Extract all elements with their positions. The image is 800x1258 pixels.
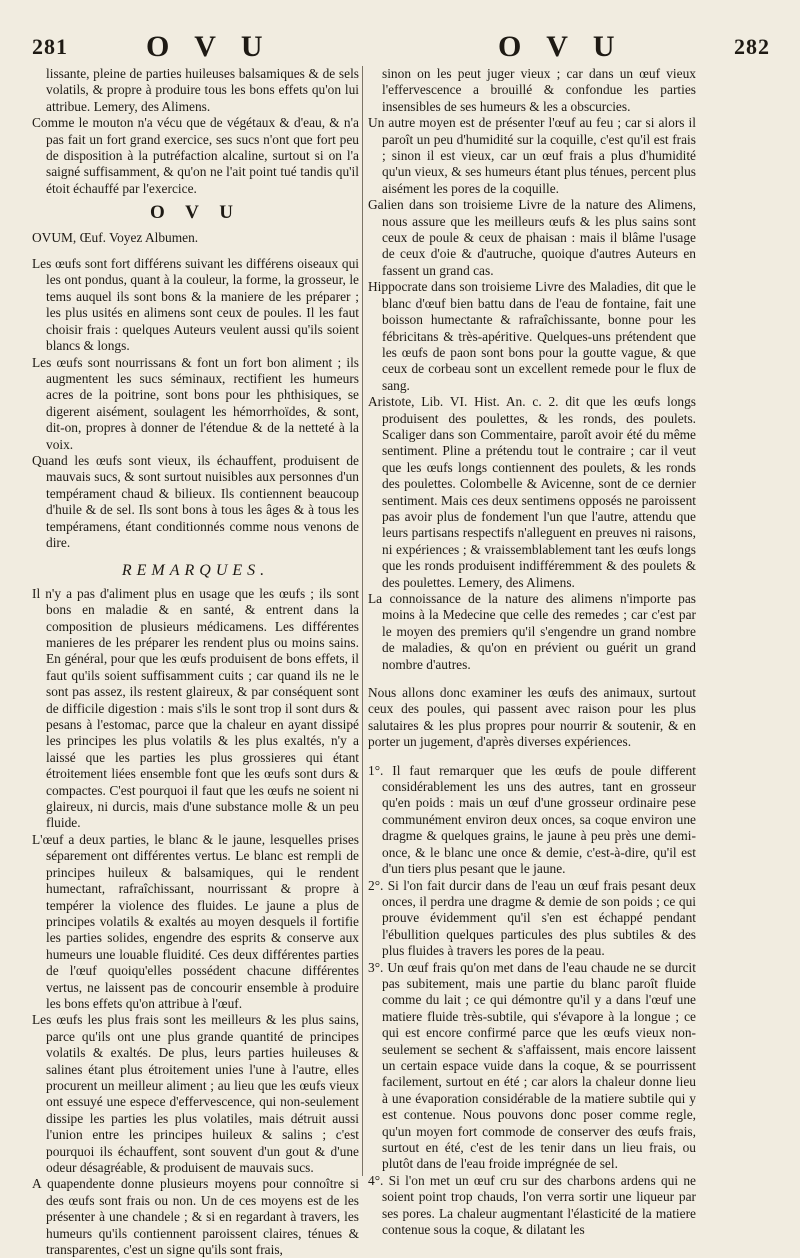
numbered-paragraph: 1°. Il faut remarquer que les œufs de poule different considérablement les uns des autres, tant en grosseur qu'en poids : mais un œuf d'une grosseur ordinaire pese communément environ deux onces, sa coque environ une dragme & quelques grains, le jaune à peu près une demi-once, & le blanc une once & demie, c'est-à-dire, qu'il est d'un tiers plus pesant que le jaune. (368, 762, 696, 877)
right-column (368, 66, 696, 1238)
paragraph: Les œufs sont nourrissans & font un fort bon aliment ; ils augmentent les sucs séminaux, rectifient les humeurs acres de la poitrine, sont bons pour les phthisiques, se digerent aisément, soulagent les hémorrhoïdes, & sont, dit-on, propres à donner de l'étendue & de la netteté à la voix. (32, 354, 359, 452)
numbered-paragraph: 2°. Si l'on fait durcir dans de l'eau un œuf frais pesant deux onces, il perdra une dragme & demie de son poids ; ce qui prouve évidemment qu'il s'en est échappé pendant l'ébullition quelques particules des plus subtiles & des plus fluides à travers les pores de la peau. (368, 877, 696, 959)
paragraph: sinon on les peut juger vieux ; car dans un œuf vieux l'effervescence a brouillé & confondue les parties insensibles de ses humeurs & les a obscurcies. (382, 66, 696, 114)
section-heading: O V U (149, 202, 242, 224)
left-column (32, 66, 359, 1258)
numbered-paragraph: 4°. Si l'on met un œuf cru sur des charbons ardens qui ne soient point trop chauds, l'on verra sortir une liqueur par ses pores. La chaleur augmentant l'élasticité de la matiere contenue sous la coque, & dilatant les (368, 1172, 696, 1238)
paragraph: La connoissance de la nature des alimens n'importe pas moins à la Medecine que celle des remedes ; car c'est par le moyen des premiers qu'il s'engendre un grand nombre de maladies, & qu'on en prévient ou guérit un grand nombre d'autres. (368, 591, 696, 672)
paragraph: Les œufs les plus frais sont les meilleurs & les plus sains, parce qu'ils ont une plus grande quantité de principes volatils & exaltés. De plus, leurs parties huileuses & salines étant plus étroitement unies l'une à l'autre, elles procurent un meilleur aliment ; au lieu que les œufs vieux ont essuyé une espece d'effervescence, qui non-seulement dissipe les parties les plus volatiles, mais détruit aussi l'union entre les principes huileux & salins ; c'est pourquoi ils échauffent, sont souvent d'un gout & d'une odeur désagréable, & produisent de mauvais sucs. (32, 1012, 359, 1175)
paragraph: Galien dans son troisieme Livre de la nature des Alimens, nous assure que les meilleurs œufs & les plus sains sont ceux de poule & ceux de phaisan : mais il blâme l'usage de ceux d'oie & d'autruche, quoique d'autres Auteurs en fassent un grand cas. (368, 197, 696, 278)
paragraph: lissante, pleine de parties huileuses balsamiques & de sels volatils, & propre à produire tous les bons effets qu'on lui attribue. Lemery, des Alimens. (46, 66, 359, 114)
paragraph: Nous allons donc examiner les œufs des animaux, surtout ceux des poules, qui passent avec raison pour les plus salutaires & les plus propres pour nourrir & soutenir, & en porter un jugement, d'après diverses expériences. (368, 685, 696, 750)
column-divider (362, 66, 363, 1176)
paragraph: L'œuf a deux parties, le blanc & le jaune, lesquelles prises séparement ont différentes vertus. Le blanc est rempli de principes huileux & balsamiques, qui le rendent humectant, rafraîchissant, nourrissant & propre à tempérer la violence des fluides. Le jaune a plus de principes volatils & exaltés au moyen desquels il fortifie les parties solides, engendre des esprits & conserve aux humeurs une louable fluidité. Ces deux différentes parties de l'œuf quoiqu'elles possédent chacune différentes vertus, ne laissent pas de concourir ensemble à produire les bons effets qu'on attribue à l'œuf. (32, 831, 359, 1011)
running-head-left: O V U (146, 30, 272, 63)
page-number-right: 282 (734, 34, 770, 59)
running-head-right: O V U (498, 30, 624, 63)
paragraph: Les œufs sont fort différens suivant les différens oiseaux qui les ont pondus, quant à la couleur, la forme, la grosseur, le tems auquel ils sont bons & la maniere de les préparer ; les plus usités en alimens sont ceux de poules. Il les faut choisir frais : quelques Auteurs veulent aussi qu'ils soient blancs & longs. (32, 256, 359, 354)
page-header (0, 26, 800, 66)
paragraph: Hippocrate dans son troisieme Livre des Maladies, dit que le blanc d'œuf bien battu dans de l'eau de fontaine, fait une boisson humectante & rafraîchissante, bonne pour les fébricitans & très-apéritive. Quelques-uns prétendent que les œufs de paon sont bons pour la goutte vague, & que ceux de corbeau sont un excellent remede pour le flux de sang. (368, 279, 696, 393)
paragraph: Quand les œufs sont vieux, ils échauffent, produisent de mauvais sucs, & sont surtout nuisibles aux personnes d'un tempérament chaud & bilieux. Ils contiennent beaucoup d'huile & de sel. Ils sont bons à tous les âges & à tous les tempéramens, étant conditionnés comme nous venons de dire. (32, 452, 359, 550)
page-number-left: 281 (32, 34, 68, 59)
numbered-paragraph: 3°. Un œuf frais qu'on met dans de l'eau chaude ne se durcit pas subitement, mais une partie du blanc paroît fluide comme du lait ; ce qui démontre qu'il y a dans l'œuf une matiere fluide très-subtile, qui s'évapore à la longue ; ce qui est encore confirmé parce que les œufs vieux non-seulement se sechent & s'affaissent, mais encore laissent un certain espace vuide dans la coque, & se pourrissent facilement, surtout en été ; car alors la chaleur donne lieu à une évaporation considérable de la matiere subtile qui y est contenue. Nous pouvons donc poser comme regle, qu'un moyen fort commode de conserver des œufs frais, surtout en été, c'est de les tenir dans un lieu frais, ou plutôt dans de l'eau froide imprégnée de sel. (368, 959, 696, 1172)
remarques-heading: REMARQUES. (121, 562, 270, 580)
dictionary-entry: OVUM, Œuf. Voyez Albumen. (32, 229, 199, 245)
paragraph: A quapendente donne plusieurs moyens pour connoître si des œufs sont frais ou non. Un de ces moyens est de les présenter à une chandele ; & si en regardant à travers, les humeurs qu'ils contiennent paroissent claires, ténues & transparentes, c'est un signe qu'ils sont frais, (32, 1176, 359, 1258)
paragraph: Un autre moyen est de présenter l'œuf au feu ; car si alors il paroît un peu d'humidité sur la coquille, c'est qu'il est frais ; sinon il est vieux, car un œuf frais a plus d'humidité qu'un vieux, & ses humeurs étant plus ténues, percent plus aisément les pores de la coquille. (368, 115, 696, 196)
paragraph: Aristote, Lib. VI. Hist. An. c. 2. dit que les œufs longs produisent des poulettes, & les ronds, des poulets. Scaliger dans son Commentaire, paroît avoir été du même sentiment. Pline a prétendu tout le contraire ; car il veut que les œufs longs contiennent des poulets, & les ronds des poulettes. Colombelle & Avicenne, sont de ce dernier sentiment. Mais ces deux sentimens opposés ne paroissent pas avoir plus de fondement l'un que l'autre, attendu que leurs partisans respectifs n'alleguent en preuves ni raisons, ni expériences ; & vraissemblablement tant les œufs longs que les ronds produisent indifféremment & des poulets & des poulettes. Lemery, des Alimens. (368, 394, 696, 590)
paragraph: Il n'y a pas d'aliment plus en usage que les œufs ; ils sont bons en maladie & en santé, & entrent dans la composition de plusieurs médicamens. Les différentes manieres de les préparer les rendent plus ou moins sains. En général, pour que les œufs produisent de bons effets, il faut qu'ils soient suffisamment cuits ; car quand ils ne le sont pas assez, ils restent glaireux, & par conséquent sont de difficile digestion : mais s'ils le sont trop il sont durs & pesans à l'estomac, parce que la chaleur en ayant dissipé les principes les plus volatils & les plus exaltés, n'y a laissé que les parties les plus grossieres qui étant étroitement liées ensemble font que les œufs sont durs & compactes. C'est pourquoi il faut que les œufs ne soient ni glaireux, ni durcis, mais d'une substance molle & un peu fluide. (32, 585, 359, 831)
paragraph: Comme le mouton n'a vécu que de végétaux & d'eau, & n'a pas fait un fort grand exercice, ses sucs n'ont que fort peu de disposition à la putréfaction alcaline, surtout si on l'a saigné suffisamment, & qu'on ne l'ait point tué tandis qu'il étoit échauffé par l'exercice. (32, 115, 359, 196)
